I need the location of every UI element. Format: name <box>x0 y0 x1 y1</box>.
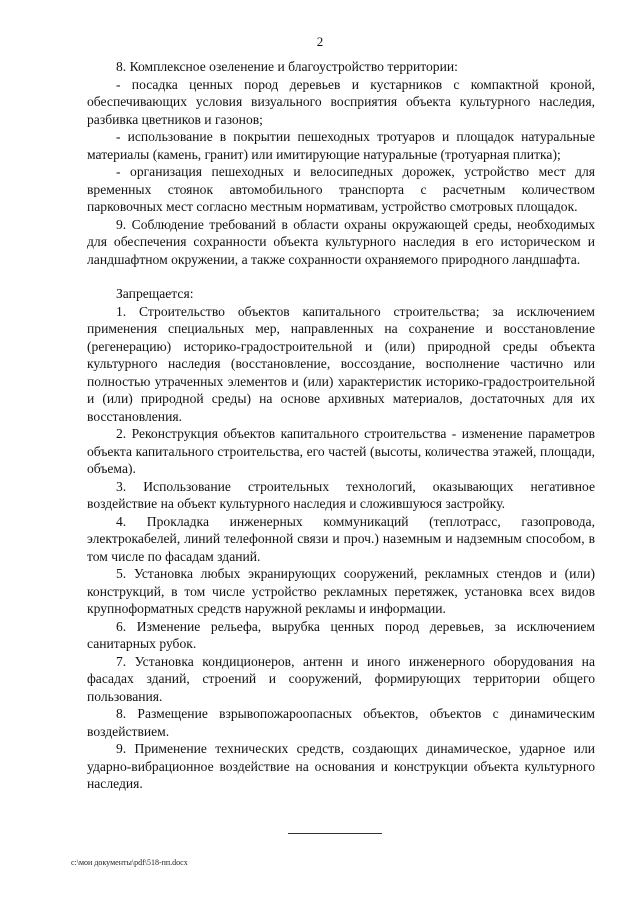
paragraph-natural-materials: - использование в покрытии пешеходных тротуаров и площадок натуральные материалы (камень, гранит) или имитирующие натуральные (тротуарная плитка); <box>87 129 595 162</box>
footer-file-path: c:\мои документы\pdf\518-пп.docx <box>71 858 188 867</box>
prohibited-item-1: 1. Строительство объектов капитального строительства; за исключением применения специальных мер, направленных на сохранение и восстановление (регенерацию) историко-градостроительной и (или) природной среды объекта культурного наследия (восстановление, воссоздание, восполнение частично или полностью утраченных элементов и (или) характеристик историко-градостроительной и (или) природной среды) на основе архивных материалов, достаточных для их восстановления. <box>87 303 595 424</box>
prohibited-item-4: 4. Прокладка инженерных коммуникаций (теплотрасс, газопровода, электрокабелей, линий телефонной связи и проч.) наземным и надземным способом, в том числе по фасадам зданий. <box>87 513 595 564</box>
prohibited-item-8: 8. Размещение взрывопожароопасных объектов, объектов с динамическим воздействием. <box>87 706 595 739</box>
prohibited-item-2: 2. Реконструкция объектов капитального строительства - изменение параметров объекта капитального строительства, его частей (высоты, количества этажей, площади, объема). <box>87 426 595 476</box>
prohibited-item-6: 6. Изменение рельефа, вырубка ценных пород деревьев, за исключением санитарных рубок. <box>87 618 595 651</box>
prohibited-heading: Запрещается: <box>116 286 194 301</box>
prohibited-item-5: 5. Установка любых экранирующих сооружений, рекламных стендов и (или) конструкций, в том числе устройство рекламных перетяжек, установка всех видов крупноформатных средств наружной рекламы и информации. <box>87 566 595 616</box>
paragraph-greening-heading: 8. Комплексное озеленение и благоустройство территории: <box>116 59 458 74</box>
paragraph-tree-planting: - посадка ценных пород деревьев и кустарников с компактной кроной, обеспечивающих условия визуального восприятия объекта культурного наследия, разбивка цветников и газонов; <box>87 76 595 127</box>
prohibited-item-3: 3. Использование строительных технологий, оказывающих негативное воздействие на объект культурного наследия и сложившуюся застройку. <box>87 478 595 511</box>
paragraph-paths-parking: - организация пешеходных и велосипедных дорожек, устройство мест для временных стоянок автомобильного транспорта с расчетным количеством парковочных мест согласно местным нормативам, устройство смотровых площадок. <box>87 164 595 214</box>
end-divider <box>288 833 382 834</box>
page-number: 2 <box>316 34 324 49</box>
document-body <box>87 58 595 793</box>
prohibited-item-7: 7. Установка кондиционеров, антенн и иного инженерного оборудования на фасадах зданий, строений и сооружений, формирующих территории общего пользования. <box>87 653 595 704</box>
paragraph-environment: 9. Соблюдение требований в области охраны окружающей среды, необходимых для обеспечения сохранности объекта культурного наследия в его историческом и ландшафтном окружении, а также сохранности охраняемого природного ландшафта. <box>87 216 595 267</box>
prohibited-item-9: 9. Применение технических средств, создающих динамическое, ударное или ударно-вибрационное воздействие на основания и конструкции объекта культурного наследия. <box>87 741 595 791</box>
